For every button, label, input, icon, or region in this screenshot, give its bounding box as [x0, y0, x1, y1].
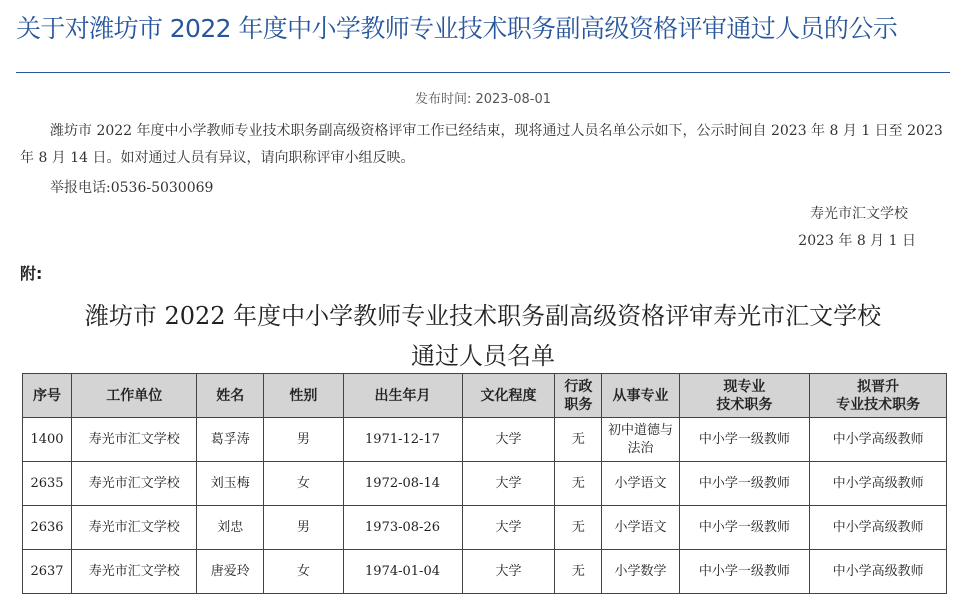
cell-birth: 1972-08-14	[343, 462, 462, 506]
cell-education: 大学	[462, 418, 555, 462]
cell-gender: 女	[264, 550, 343, 594]
cell-name: 刘忠	[197, 506, 264, 550]
attachment-label: 附:	[20, 264, 43, 283]
cell-current-title: 中小学一级教师	[679, 550, 810, 594]
cell-subject: 小学数学	[602, 550, 679, 594]
table-header-row	[23, 374, 947, 418]
header-proposed-title: 拟晋升 专业技术职务	[810, 374, 947, 418]
cell-workplace: 寿光市汇文学校	[72, 550, 197, 594]
cell-proposed-title: 中小学高级教师	[810, 462, 947, 506]
cell-admin-post: 无	[555, 418, 602, 462]
publish-date: 2023-08-01	[475, 92, 552, 107]
cell-current-title: 中小学一级教师	[679, 418, 810, 462]
header-education: 文化程度	[462, 374, 555, 418]
report-phone: 举报电话:0536-5030069	[50, 180, 214, 196]
title-divider	[16, 72, 950, 73]
cell-index: 2636	[23, 506, 72, 550]
notice-paragraph: 潍坊市 2022 年度中小学教师专业技术职务副高级资格评审工作已经结束，现将通过人员名单公示如下，公示时间自 2023 年 8 月 1 日至 2023 年 8 月 14 日。如对通过人员有异议，请向职称评审小组反映。	[20, 123, 943, 166]
cell-proposed-title: 中小学高级教师	[810, 506, 947, 550]
cell-proposed-title: 中小学高级教师	[810, 418, 947, 462]
cell-birth: 1974-01-04	[343, 550, 462, 594]
signer: 寿光市汇文学校	[810, 206, 908, 222]
table-row	[23, 506, 947, 550]
cell-index: 2637	[23, 550, 72, 594]
list-title-line2: 通过人员名单	[411, 342, 555, 370]
header-admin-post: 行政 职务	[555, 374, 602, 418]
publish-label: 发布时间:	[414, 92, 476, 107]
cell-proposed-title: 中小学高级教师	[810, 550, 947, 594]
cell-birth: 1973-08-26	[343, 506, 462, 550]
publish-time	[0, 88, 966, 107]
header-workplace: 工作单位	[72, 374, 197, 418]
cell-subject: 小学语文	[602, 506, 679, 550]
sign-date: 2023 年 8 月 1 日	[798, 233, 916, 249]
cell-gender: 男	[264, 418, 343, 462]
header-current-title: 现专业 技术职务	[679, 374, 810, 418]
header-name: 姓名	[197, 374, 264, 418]
cell-name: 刘玉梅	[197, 462, 264, 506]
cell-subject: 小学语文	[602, 462, 679, 506]
list-title-line1: 潍坊市 2022 年度中小学教师专业技术职务副高级资格评审寿光市汇文学校	[84, 302, 882, 330]
cell-education: 大学	[462, 462, 555, 506]
table-row	[23, 550, 947, 594]
cell-workplace: 寿光市汇文学校	[72, 462, 197, 506]
cell-admin-post: 无	[555, 550, 602, 594]
table-row	[23, 462, 947, 506]
cell-education: 大学	[462, 506, 555, 550]
page-title: 关于对潍坊市 2022 年度中小学教师专业技术职务副高级资格评审通过人员的公示	[16, 14, 898, 43]
cell-subject: 初中道德与法治	[602, 418, 679, 462]
cell-birth: 1971-12-17	[343, 418, 462, 462]
cell-gender: 男	[264, 506, 343, 550]
header-birth: 出生年月	[343, 374, 462, 418]
header-gender: 性别	[264, 374, 343, 418]
cell-education: 大学	[462, 550, 555, 594]
header-subject: 从事专业	[602, 374, 679, 418]
cell-name: 唐爱玲	[197, 550, 264, 594]
cell-name: 葛孚涛	[197, 418, 264, 462]
cell-current-title: 中小学一级教师	[679, 462, 810, 506]
cell-admin-post: 无	[555, 462, 602, 506]
header-index: 序号	[23, 374, 72, 418]
cell-index: 1400	[23, 418, 72, 462]
cell-admin-post: 无	[555, 506, 602, 550]
cell-workplace: 寿光市汇文学校	[72, 418, 197, 462]
cell-workplace: 寿光市汇文学校	[72, 506, 197, 550]
cell-gender: 女	[264, 462, 343, 506]
table-row	[23, 418, 947, 462]
personnel-table	[22, 373, 947, 594]
cell-current-title: 中小学一级教师	[679, 506, 810, 550]
cell-index: 2635	[23, 462, 72, 506]
